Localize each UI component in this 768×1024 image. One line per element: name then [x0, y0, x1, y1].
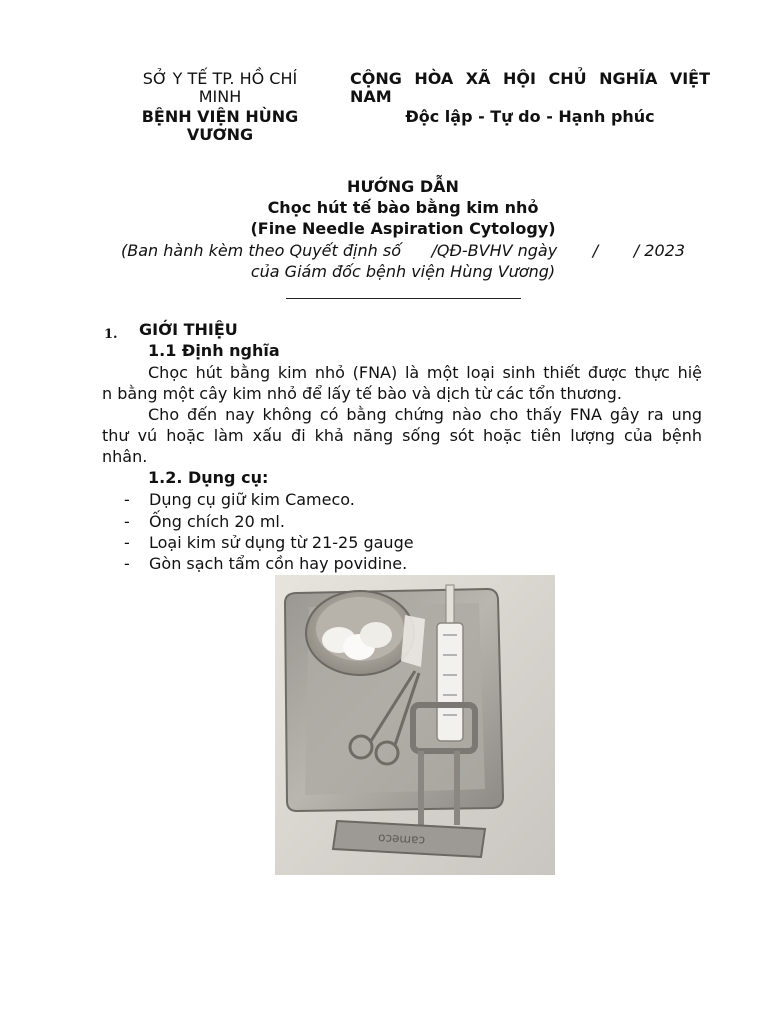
subsection-definition-heading: 1.1 Định nghĩa: [148, 341, 280, 360]
subsection-tools-heading: 1.2. Dụng cụ:: [148, 468, 269, 487]
header-left: [120, 70, 320, 144]
hospital-line2: VƯƠNG: [186, 125, 254, 144]
equipment-photo: [275, 575, 555, 875]
republic-line2: NAM: [350, 87, 392, 106]
ministry-line2: MINH: [198, 87, 242, 106]
bullet-dash: -: [124, 533, 130, 552]
section-heading: GIỚI THIỆU: [139, 320, 238, 339]
definition-para-line2: n bằng một cây kim nhỏ để lấy tế bào và dịch từ các tổn thương.: [102, 384, 622, 403]
document-title: HƯỚNG DẪN: [347, 177, 459, 196]
list-item: [124, 489, 355, 510]
tool-item-text: Loại kim sử dụng từ 21-25 gauge: [149, 533, 414, 552]
decree-line2: của Giám đốc bệnh viện Hùng Vương): [250, 262, 556, 281]
ministry-line1: SỞ Y TẾ TP. HỒ CHÍ: [142, 69, 298, 88]
evidence-para-line1: Cho đến nay không có bằng chứng nào cho thấy FNA gây ra ung: [148, 405, 702, 424]
document-subtitle: Chọc hút tế bào bằng kim nhỏ: [267, 198, 539, 217]
handle-engraving: cameco: [377, 831, 426, 848]
decree-line1: (Ban hành kèm theo Quyết định số /QĐ-BVHV ngày / / 2023: [121, 241, 685, 260]
tool-item-text: Ống chích 20 ml.: [149, 512, 285, 531]
document-english-title: (Fine Needle Aspiration Cytology): [250, 219, 556, 238]
list-item: [124, 511, 285, 532]
republic-line1: CỘNG HÒA XÃ HỘI CHỦ NGHĨA VIỆT: [350, 69, 710, 88]
tool-item-text: Gòn sạch tẩm cồn hay povidine.: [149, 554, 408, 573]
bullet-dash: -: [124, 512, 130, 531]
motto: Độc lập - Tự do - Hạnh phúc: [405, 107, 655, 126]
evidence-para-line3: nhân.: [102, 447, 148, 466]
bullet-dash: -: [124, 554, 130, 573]
cotton-ball: [360, 622, 392, 648]
list-item: [124, 532, 414, 553]
evidence-para-line2: thư vú hoặc làm xấu đi khả năng sống sót hoặc tiên lượng của bệnh: [102, 426, 702, 445]
section-number: 1.: [104, 327, 118, 342]
syringe-plunger: [446, 585, 454, 625]
equipment-photo-svg: [275, 575, 555, 875]
gauze: [401, 615, 425, 667]
bullet-dash: -: [124, 490, 130, 509]
tool-item-text: Dụng cụ giữ kim Cameco.: [149, 490, 355, 509]
header-right: [350, 70, 710, 126]
syringe-barrel: [437, 623, 463, 741]
list-item: [124, 553, 407, 574]
hospital-line1: BỆNH VIỆN HÙNG: [141, 107, 299, 126]
definition-para-line1: Chọc hút bằng kim nhỏ (FNA) là một loại sinh thiết được thực hiệ: [148, 363, 702, 382]
title-divider: [286, 298, 521, 299]
